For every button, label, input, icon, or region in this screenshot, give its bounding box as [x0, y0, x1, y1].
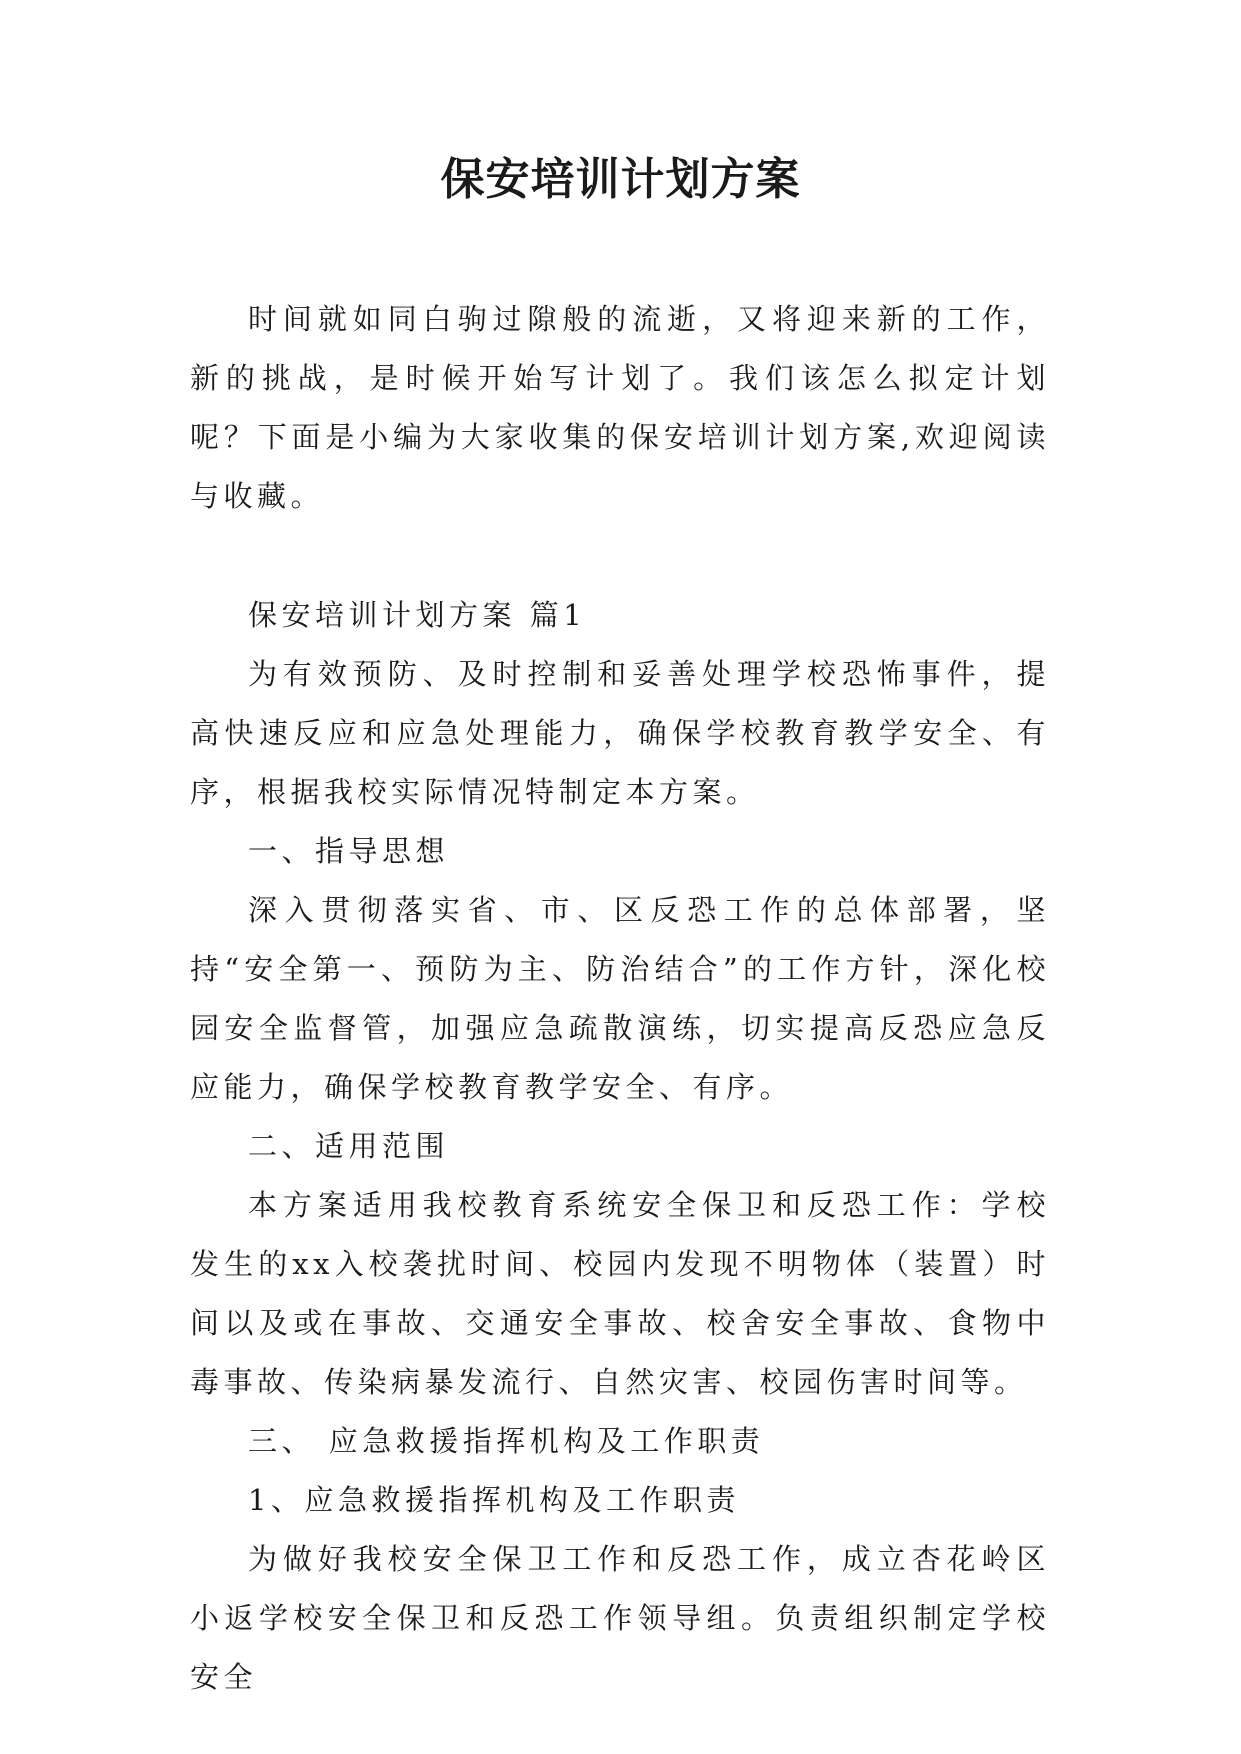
document-body	[190, 290, 1050, 1707]
paragraph-guiding-ideology: 深入贯彻落实省、市、区反恐工作的总体部署，坚持“安全第一、预防为主、防治结合”的工作方针，深化校园安全监督管，加强应急疏散演练，切实提高反恐应急反应能力，确保学校教育教学安全、有序。	[190, 893, 1050, 1104]
paragraph-scope: 本方案适用我校教育系统安全保卫和反恐工作：学校发生的xx入校袭扰时间、校园内发现不明物体（装置）时间以及或在事故、交通安全事故、校舍安全事故、食物中毒事故、传染病暴发流行、自然灾害、校园伤害时间等。	[190, 1188, 1050, 1399]
heading-command-structure: 三、 应急救援指挥机构及工作职责	[248, 1424, 765, 1458]
paragraph-command-structure: 为做好我校安全保卫工作和反恐工作，成立杏花岭区小返学校安全保卫和反恐工作领导组。负责组织制定学校安全	[190, 1542, 1050, 1694]
heading-guiding-ideology: 一、指导思想	[248, 834, 450, 868]
subheading-command-structure: 1、应急救援指挥机构及工作职责	[248, 1483, 740, 1517]
intro-paragraph: 时间就如同白驹过隙般的流逝，又将迎来新的工作，新的挑战，是时候开始写计划了。我们该怎么拟定计划呢？下面是小编为大家收集的保安培训计划方案,欢迎阅读与收藏。	[190, 302, 1050, 513]
paragraph-purpose: 为有效预防、及时控制和妥善处理学校恐怖事件，提高快速反应和应急处理能力，确保学校教育教学安全、有序，根据我校实际情况特制定本方案。	[190, 657, 1050, 809]
heading-scope: 二、适用范围	[248, 1129, 450, 1163]
paragraph-gap	[190, 526, 1050, 586]
section-heading: 保安培训计划方案 篇1	[248, 598, 587, 632]
document-title: 保安培训计划方案	[440, 154, 801, 205]
